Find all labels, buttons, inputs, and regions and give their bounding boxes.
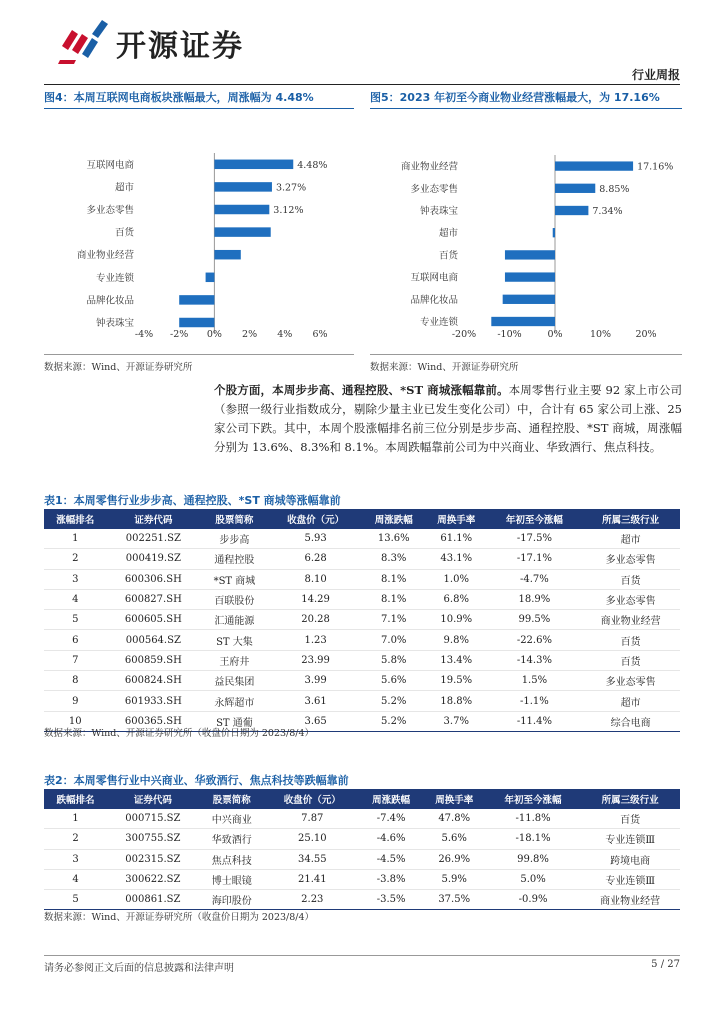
column-header: 周换手率 <box>423 789 486 809</box>
table-cell: 600365.SH <box>107 711 201 731</box>
table-row <box>44 589 680 609</box>
table-cell: 1.23 <box>269 630 363 650</box>
column-header: 周涨跌幅 <box>362 509 425 529</box>
page-header <box>0 0 724 90</box>
category-label: 多业态零售 <box>410 183 458 195</box>
table-cell: 9 <box>44 691 107 711</box>
table-cell: 14.29 <box>269 589 363 609</box>
bar <box>553 228 555 237</box>
table-cell: -1.1% <box>488 691 582 711</box>
table-cell: 8.10 <box>269 569 363 589</box>
data-label: 4.48% <box>297 159 328 171</box>
table-cell: 000715.SZ <box>107 809 199 829</box>
table-cell: 百货 <box>581 650 680 670</box>
table-cell: 13.4% <box>425 650 488 670</box>
body-paragraph <box>214 381 682 457</box>
logo-text: 开源证券 <box>116 29 244 64</box>
table-row <box>44 691 680 711</box>
table-cell: 9.8% <box>425 630 488 650</box>
table-cell: 3.7% <box>425 711 488 731</box>
table-cell: 13.6% <box>362 529 425 549</box>
table-cell: 步步高 <box>200 529 269 549</box>
table-cell: 600827.SH <box>107 589 201 609</box>
column-header: 周涨跌幅 <box>360 789 423 809</box>
table-cell: -11.4% <box>488 711 582 731</box>
table-row <box>44 650 680 670</box>
table-cell: 000564.SZ <box>107 630 201 650</box>
table-cell: -17.1% <box>488 549 582 569</box>
table-cell: -4.7% <box>488 569 582 589</box>
table-cell: 专业连锁Ⅲ <box>580 829 680 849</box>
table-cell: 5 <box>44 610 107 630</box>
column-header: 股票简称 <box>199 789 265 809</box>
bar <box>179 295 214 304</box>
table-cell: ST 大集 <box>200 630 269 650</box>
table-cell: -14.3% <box>488 650 582 670</box>
tick-label: 10% <box>589 329 612 340</box>
table-cell: 百货 <box>581 630 680 650</box>
table-cell: 3.99 <box>269 671 363 691</box>
table-cell: -4.5% <box>360 849 423 869</box>
table-cell: 7.87 <box>265 809 360 829</box>
table-2 <box>44 789 680 910</box>
table-cell: 5.2% <box>362 691 425 711</box>
bar <box>214 205 269 214</box>
table-cell: 8 <box>44 671 107 691</box>
table-row <box>44 849 680 869</box>
table-cell: 6.28 <box>269 549 363 569</box>
column-header: 证券代码 <box>107 789 199 809</box>
table-cell: 2 <box>44 549 107 569</box>
table-cell: 5.8% <box>362 650 425 670</box>
tick-label: 6% <box>312 329 328 340</box>
table-cell: 8.1% <box>362 589 425 609</box>
table-cell: 跨境电商 <box>580 849 680 869</box>
table-cell: 专业连锁Ⅲ <box>580 869 680 889</box>
table-cell: 601933.SH <box>107 691 201 711</box>
table-cell: -3.5% <box>360 890 423 910</box>
bar <box>491 317 555 326</box>
table-cell: 47.8% <box>423 809 486 829</box>
table-cell: 600859.SH <box>107 650 201 670</box>
table-row <box>44 569 680 589</box>
table-cell: 商业物业经营 <box>581 610 680 630</box>
figure-5-title: 图5：2023 年初至今商业物业经营涨幅最大，为 17.16% <box>370 91 660 104</box>
table-cell: 6.8% <box>425 589 488 609</box>
figure-5 <box>370 88 682 373</box>
category-label: 专业连锁 <box>419 317 458 328</box>
table-row <box>44 549 680 569</box>
column-header: 收盘价（元） <box>265 789 360 809</box>
table-cell: 7.0% <box>362 630 425 650</box>
bar <box>206 273 215 282</box>
table-cell: 10 <box>44 711 107 731</box>
table-cell: 博士眼镜 <box>199 869 265 889</box>
table-cell: 002315.SZ <box>107 849 199 869</box>
table-cell: 8.3% <box>362 549 425 569</box>
table-cell: 1 <box>44 809 107 829</box>
table-cell: 中兴商业 <box>199 809 265 829</box>
table-cell: 海印股份 <box>199 890 265 910</box>
table-cell: 1 <box>44 529 107 549</box>
tick-label: 20% <box>635 329 657 340</box>
page-number: 5 / 27 <box>651 959 680 970</box>
tick-label: 0% <box>547 329 563 340</box>
table-1-title: 表1：本周零售行业步步高、通程控股、*ST 商城等涨幅靠前 <box>44 494 341 507</box>
bar <box>555 184 595 193</box>
table-row <box>44 890 680 910</box>
table-cell: 18.8% <box>425 691 488 711</box>
table-cell: -18.1% <box>486 829 581 849</box>
table-cell: 5.2% <box>362 711 425 731</box>
table-row <box>44 529 680 549</box>
table-cell: 1.5% <box>488 671 582 691</box>
category-label: 百货 <box>114 227 134 239</box>
table-cell: -22.6% <box>488 630 582 650</box>
table-cell: ST 通葡 <box>200 711 269 731</box>
category-label: 商业物业经营 <box>76 250 134 262</box>
column-header: 涨幅排名 <box>44 509 107 529</box>
table-cell: -17.5% <box>488 529 582 549</box>
data-label: 3.27% <box>275 182 307 194</box>
table-cell: -11.8% <box>486 809 581 829</box>
table-cell: -4.6% <box>360 829 423 849</box>
tick-label: -4% <box>134 329 154 340</box>
table-cell: -3.8% <box>360 869 423 889</box>
table-cell: 000861.SZ <box>107 890 199 910</box>
category-label: 品牌化妆品 <box>86 295 134 307</box>
data-label: 7.34% <box>592 206 623 217</box>
table-cell: -0.9% <box>486 890 581 910</box>
header-divider <box>44 84 680 85</box>
table-cell: 百联股份 <box>200 589 269 609</box>
data-label: 3.12% <box>273 205 304 216</box>
bar <box>214 250 240 259</box>
category-label: 超市 <box>438 228 458 240</box>
table-cell: 2.23 <box>265 890 360 910</box>
table-cell: 300622.SZ <box>107 869 199 889</box>
tick-label: 4% <box>277 329 293 340</box>
table-cell: 5.9% <box>423 869 486 889</box>
table-row <box>44 610 680 630</box>
table-cell: 10.9% <box>425 610 488 630</box>
table-row <box>44 809 680 829</box>
category-label: 互联网电商 <box>86 159 134 171</box>
column-header: 股票简称 <box>200 509 269 529</box>
figure-4 <box>44 88 354 373</box>
table-1-source: 数据来源：Wind、开源证券研究所（收盘价日期为 2023/8/4） <box>44 728 315 739</box>
report-type-label: 行业周报 <box>631 68 680 82</box>
column-header: 周换手率 <box>425 509 488 529</box>
column-header: 跌幅排名 <box>44 789 107 809</box>
figure-4-chart <box>44 109 354 359</box>
bar <box>505 272 555 281</box>
tick-label: -2% <box>170 329 189 340</box>
category-label: 钟表珠宝 <box>419 206 458 217</box>
bar <box>214 227 270 236</box>
table-cell: 4 <box>44 589 107 609</box>
table-cell: 百货 <box>580 809 680 829</box>
category-label: 百货 <box>438 250 458 262</box>
category-label: 品牌化妆品 <box>410 294 458 306</box>
table-cell: -7.4% <box>360 809 423 829</box>
bar <box>505 250 555 259</box>
table-cell: *ST 商城 <box>200 569 269 589</box>
table-row <box>44 630 680 650</box>
tick-label: 2% <box>242 329 258 340</box>
paragraph-text: 本周零售行业主要 92 家上市公司（参照一级行业指数成分，剔除少量主业已发生变化公司）中，合计有 65 家公司上涨、25 家公司下跌。其中，本周个股涨幅排名前三位分别是步步高、通程控股、*ST 商城，周涨幅分别为 13.6%、8.3%和 8.1%。本周跌幅靠前公司为中兴商业、华致酒行、焦点科技。 <box>214 383 682 454</box>
table-cell: 7.1% <box>362 610 425 630</box>
table-cell: 25.10 <box>265 829 360 849</box>
bar <box>214 182 272 191</box>
table-cell: 43.1% <box>425 549 488 569</box>
table-cell: 华致酒行 <box>199 829 265 849</box>
tick-label: -10% <box>497 329 522 340</box>
table-cell: 37.5% <box>423 890 486 910</box>
table-cell: 99.5% <box>488 610 582 630</box>
table-cell: 600306.SH <box>107 569 201 589</box>
table-cell: 000419.SZ <box>107 549 201 569</box>
table-cell: 3.65 <box>269 711 363 731</box>
table-cell: 34.55 <box>265 849 360 869</box>
table-cell: 600605.SH <box>107 610 201 630</box>
category-label: 专业连锁 <box>95 272 134 284</box>
footer-disclaimer: 请务必参阅正文后面的信息披露和法律声明 <box>44 963 234 974</box>
table-cell: 多业态零售 <box>581 549 680 569</box>
table-cell: 商业物业经营 <box>580 890 680 910</box>
footer-divider <box>44 955 680 956</box>
figure-5-chart <box>370 109 682 359</box>
table-cell: 2 <box>44 829 107 849</box>
table-cell: 1.0% <box>425 569 488 589</box>
table-cell: 18.9% <box>488 589 582 609</box>
table-cell: 5.6% <box>362 671 425 691</box>
figure-5-bottom-rule <box>370 354 682 355</box>
table-cell: 99.8% <box>486 849 581 869</box>
bar <box>555 206 588 215</box>
figure-5-source: 数据来源：Wind、开源证券研究所 <box>370 362 519 373</box>
table-cell: 5.0% <box>486 869 581 889</box>
table-cell: 61.1% <box>425 529 488 549</box>
bar <box>179 318 214 327</box>
category-label: 钟表珠宝 <box>95 318 134 329</box>
bar <box>214 160 293 169</box>
table-cell: 26.9% <box>423 849 486 869</box>
figure-4-source: 数据来源：Wind、开源证券研究所 <box>44 362 193 373</box>
table-cell: 3 <box>44 849 107 869</box>
paragraph-lead: 个股方面，本周步步高、通程控股、*ST 商城涨幅靠前。 <box>214 383 509 397</box>
table-cell: 5 <box>44 890 107 910</box>
table-2-title: 表2：本周零售行业中兴商业、华致酒行、焦点科技等跌幅靠前 <box>44 774 349 787</box>
category-label: 超市 <box>114 182 134 194</box>
table-cell: 23.99 <box>269 650 363 670</box>
category-label: 多业态零售 <box>86 205 134 216</box>
data-label: 8.85% <box>599 183 630 195</box>
table-cell: 焦点科技 <box>199 849 265 869</box>
table-cell: 3.61 <box>269 691 363 711</box>
bar <box>555 161 633 170</box>
table-cell: 综合电商 <box>581 711 680 731</box>
table-cell: 7 <box>44 650 107 670</box>
table-cell: 20.28 <box>269 610 363 630</box>
figure-4-bottom-rule <box>44 354 354 355</box>
table-cell: 4 <box>44 869 107 889</box>
data-label: 17.16% <box>637 161 674 173</box>
table-1 <box>44 509 680 732</box>
column-header: 年初至今涨幅 <box>488 509 582 529</box>
logo-mark-icon <box>58 20 110 66</box>
table-cell: 超市 <box>581 529 680 549</box>
table-cell: 百货 <box>581 569 680 589</box>
table-cell: 19.5% <box>425 671 488 691</box>
table-cell: 永辉超市 <box>200 691 269 711</box>
bar <box>503 295 555 304</box>
table-cell: 600824.SH <box>107 671 201 691</box>
column-header: 所属三级行业 <box>580 789 680 809</box>
table-row <box>44 869 680 889</box>
table-row <box>44 671 680 691</box>
table-cell: 8.1% <box>362 569 425 589</box>
table-cell: 6 <box>44 630 107 650</box>
column-header: 收盘价（元） <box>269 509 363 529</box>
tick-label: 0% <box>206 329 222 340</box>
table-row <box>44 829 680 849</box>
company-logo <box>58 20 244 66</box>
table-cell: 通程控股 <box>200 549 269 569</box>
table-cell: 王府井 <box>200 650 269 670</box>
tick-label: -20% <box>451 329 477 340</box>
table-cell: 多业态零售 <box>581 671 680 691</box>
table-cell: 21.41 <box>265 869 360 889</box>
table-cell: 益民集团 <box>200 671 269 691</box>
table-cell: 超市 <box>581 691 680 711</box>
table-cell: 汇通能源 <box>200 610 269 630</box>
table-cell: 3 <box>44 569 107 589</box>
table-cell: 5.93 <box>269 529 363 549</box>
column-header: 所属三级行业 <box>581 509 680 529</box>
table-cell: 300755.SZ <box>107 829 199 849</box>
column-header: 证券代码 <box>107 509 201 529</box>
table-cell: 多业态零售 <box>581 589 680 609</box>
category-label: 商业物业经营 <box>400 161 458 173</box>
table-cell: 002251.SZ <box>107 529 201 549</box>
column-header: 年初至今涨幅 <box>486 789 581 809</box>
category-label: 互联网电商 <box>410 272 458 284</box>
figure-4-title: 图4：本周互联网电商板块涨幅最大，周涨幅为 4.48% <box>44 91 314 104</box>
table-cell: 5.6% <box>423 829 486 849</box>
table-2-source: 数据来源：Wind、开源证券研究所（收盘价日期为 2023/8/4） <box>44 912 315 923</box>
